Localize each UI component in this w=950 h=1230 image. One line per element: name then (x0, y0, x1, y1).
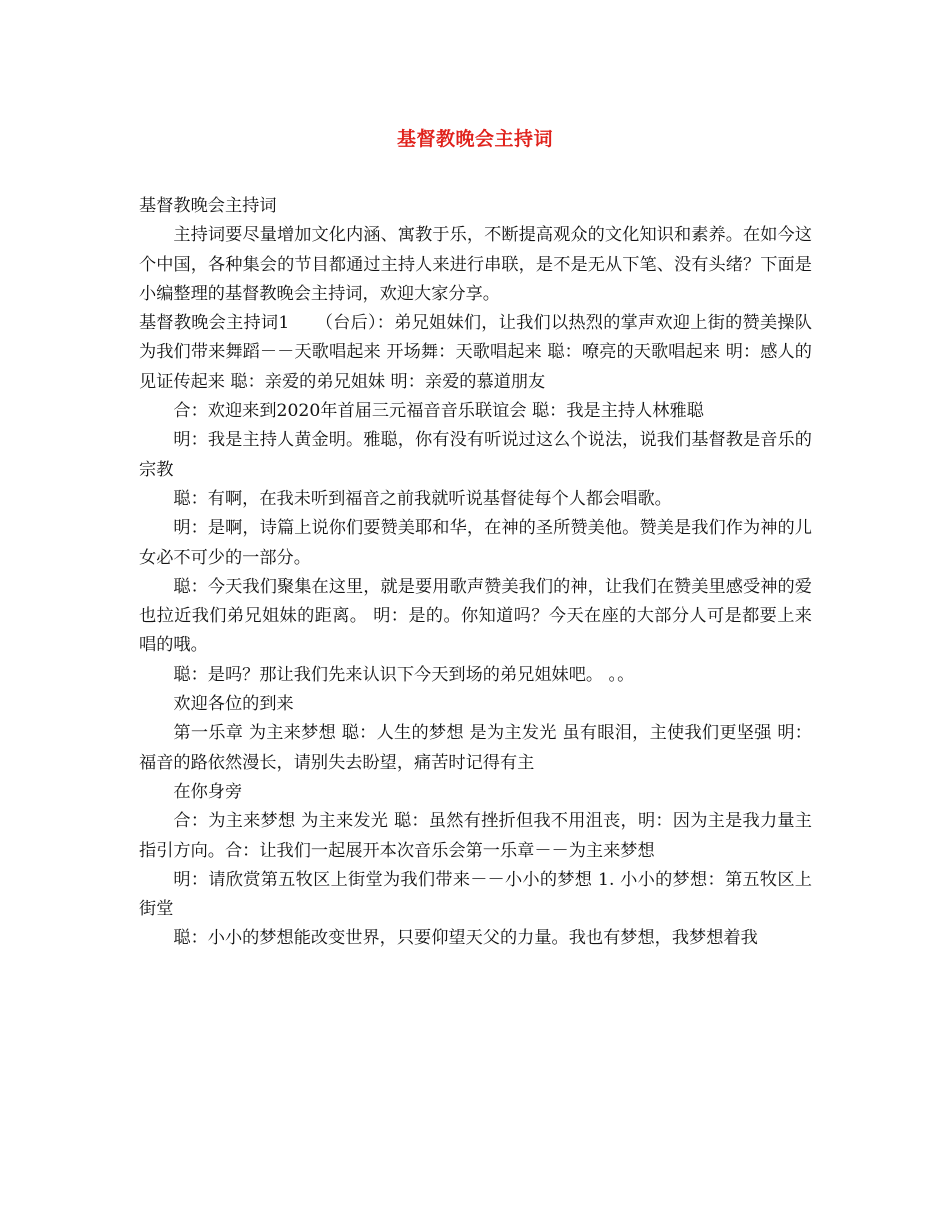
paragraph: 合：为主来梦想 为主来发光 聪：虽然有挫折但我不用沮丧，明：因为主是我力量主指引方向。合：让我们一起展开本次音乐会第一乐章－－为主来梦想 (139, 811, 812, 861)
paragraph: 聪：是吗？那让我们先来认识下今天到场的弟兄姐妹吧。 。。 (173, 664, 635, 685)
paragraph: 欢迎各位的到来 (173, 694, 294, 715)
paragraph: 明：我是主持人黄金明。雅聪，你有没有听说过这么个说法，说我们基督教是音乐的宗教 (139, 430, 812, 480)
document-body (139, 192, 812, 954)
paragraph-chapter-1: 第一乐章 为主来梦想 聪：人生的梦想 是为主发光 虽有眼泪，主使我们更坚强 明：福音的路依然漫长，请别失去盼望，痛苦时记得有主 (139, 723, 812, 773)
paragraph: 明：是啊，诗篇上说你们要赞美耶和华，在神的圣所赞美他。赞美是我们作为神的儿女必不可少的一部分。 (139, 518, 812, 568)
paragraph: 聪：今天我们聚集在这里，就是要用歌声赞美我们的神，让我们在赞美里感受神的爱也拉近我们弟兄姐妹的距离。 明：是的。你知道吗？今天在座的大部分人可是都要上来唱的哦。 (139, 576, 812, 656)
paragraph: 合：欢迎来到2020年首届三元福音音乐联谊会 聪：我是主持人林雅聪 (173, 401, 704, 422)
body-heading: 基督教晚会主持词 (139, 196, 277, 216)
paragraph: 聪：有啊，在我未听到福音之前我就听说基督徒每个人都会唱歌。 (173, 488, 672, 509)
document-title: 基督教晚会主持词 (396, 128, 553, 150)
paragraph: 明：请欣赏第五牧区上街堂为我们带来－－小小的梦想 1. 小小的梦想：第五牧区上街堂 (139, 869, 812, 920)
paragraph: 在你身旁 (173, 781, 243, 802)
paragraph-script-1: 基督教晚会主持词1 （台后）：弟兄姐妹们，让我们以热烈的掌声欢迎上街的赞美操队为我们带来舞蹈－－天歌唱起来 开场舞：天歌唱起来 聪：嘹亮的天歌唱起来 明：感人的见证传起来 聪：亲爱的弟兄姐妹 明：亲爱的慕道朋友 (139, 313, 812, 392)
paragraph-intro: 主持词要尽量增加文化内涵、寓教于乐，不断提高观众的文化知识和素养。在如今这个中国，各种集会的节目都通过主持人来进行串联，是不是无从下笔、没有头绪？下面是小编整理的基督教晚会主持词，欢迎大家分享。 (139, 225, 812, 304)
paragraph: 聪：小小的梦想能改变世界，只要仰望天父的力量。我也有梦想，我梦想着我 (173, 928, 758, 949)
